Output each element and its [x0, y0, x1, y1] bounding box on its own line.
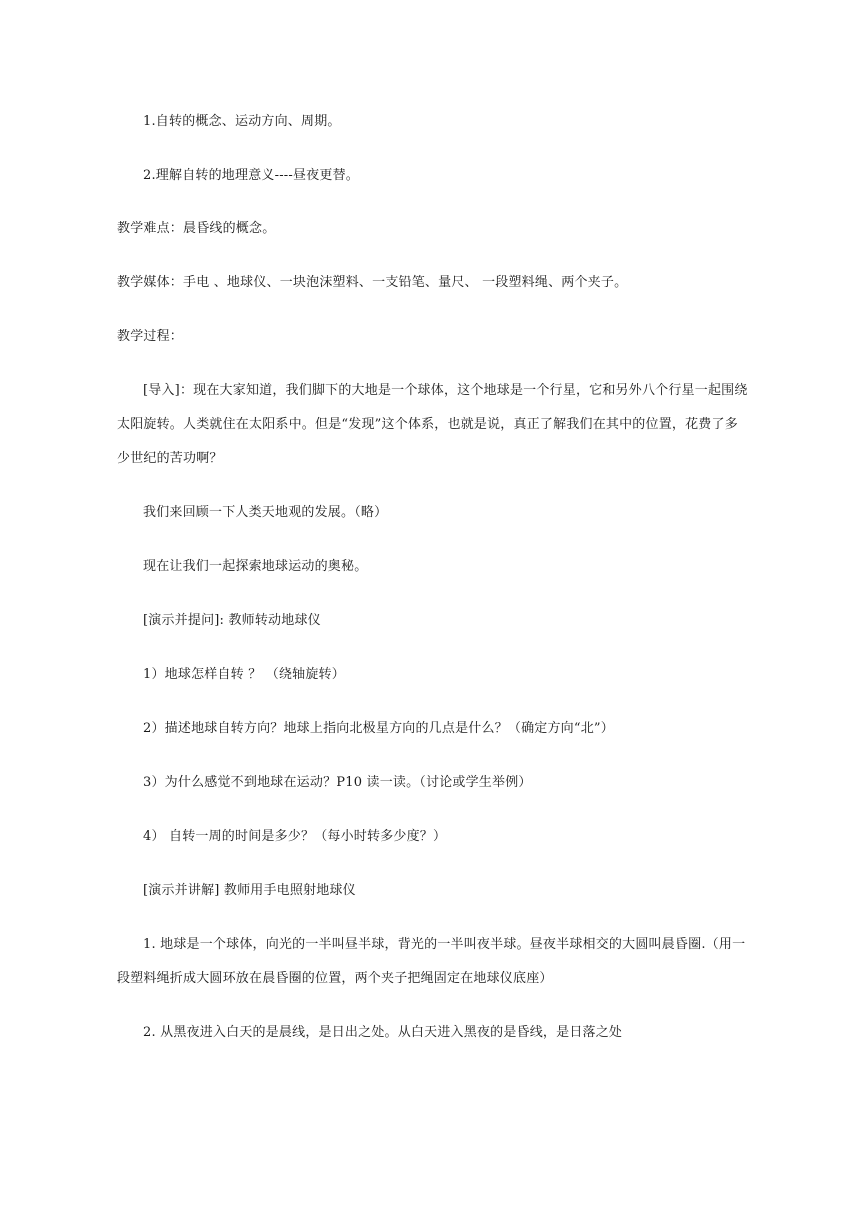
- question-4: 4） 自转一周的时间是多少？（每小时转多少度？）: [143, 829, 447, 844]
- demo-explain-heading: [演示并讲解] 教师用手电照射地球仪: [143, 883, 356, 898]
- objective-day-night: 2.理解自转的地理意义----昼夜更替。: [143, 168, 359, 183]
- intro-paragraph-line-1: [导入]：现在大家知道，我们脚下的大地是一个球体，这个地球是一个行星，它和另外八个行星一起围绕: [143, 383, 748, 398]
- teaching-process-heading: 教学过程：: [117, 329, 184, 344]
- explain-point-1-line-2: 段塑料绳折成大圆环放在晨昏圈的位置，两个夹子把绳固定在地球仪底座）: [117, 971, 553, 986]
- demo-question-heading: [演示并提问]: 教师转动地球仪: [143, 613, 321, 628]
- review-paragraph: 我们来回顾一下人类天地观的发展。（略）: [143, 505, 388, 520]
- question-2: 2）描述地球自转方向？地球上指向北极星方向的几点是什么？（确定方向“北”）: [143, 721, 614, 736]
- intro-paragraph-line-3: 少世纪的苦功啊？: [117, 451, 223, 466]
- teaching-media: 教学媒体：手电 、地球仪、一块泡沫塑料、一支铅笔、量尺、 一段塑料绳、两个夹子。: [117, 275, 628, 290]
- explore-paragraph: 现在让我们一起探索地球运动的奥秘。: [143, 559, 368, 574]
- explain-point-2: 2. 从黑夜进入白天的是晨线，是日出之处。从白天进入黑夜的是昏线，是日落之处: [143, 1025, 623, 1040]
- question-3: 3）为什么感觉不到地球在运动？P10 读一读。（讨论或学生举例）: [143, 775, 532, 790]
- teaching-difficulty: 教学难点：晨昏线的概念。: [117, 221, 276, 236]
- objective-rotation-concept: 1.自转的概念、运动方向、周期。: [143, 114, 341, 129]
- explain-point-1-line-1: 1. 地球是一个球体，向光的一半叫昼半球，背光的一半叫夜半球。昼夜半球相交的大圆叫晨昏圈.（用一: [143, 937, 746, 952]
- question-1: 1）地球怎样自转 ？ （绕轴旋转）: [143, 667, 345, 682]
- intro-paragraph-line-2: 太阳旋转。人类就住在太阳系中。但是“发现”这个体系，也就是说，真正了解我们在其中的位置，花费了多: [117, 417, 738, 432]
